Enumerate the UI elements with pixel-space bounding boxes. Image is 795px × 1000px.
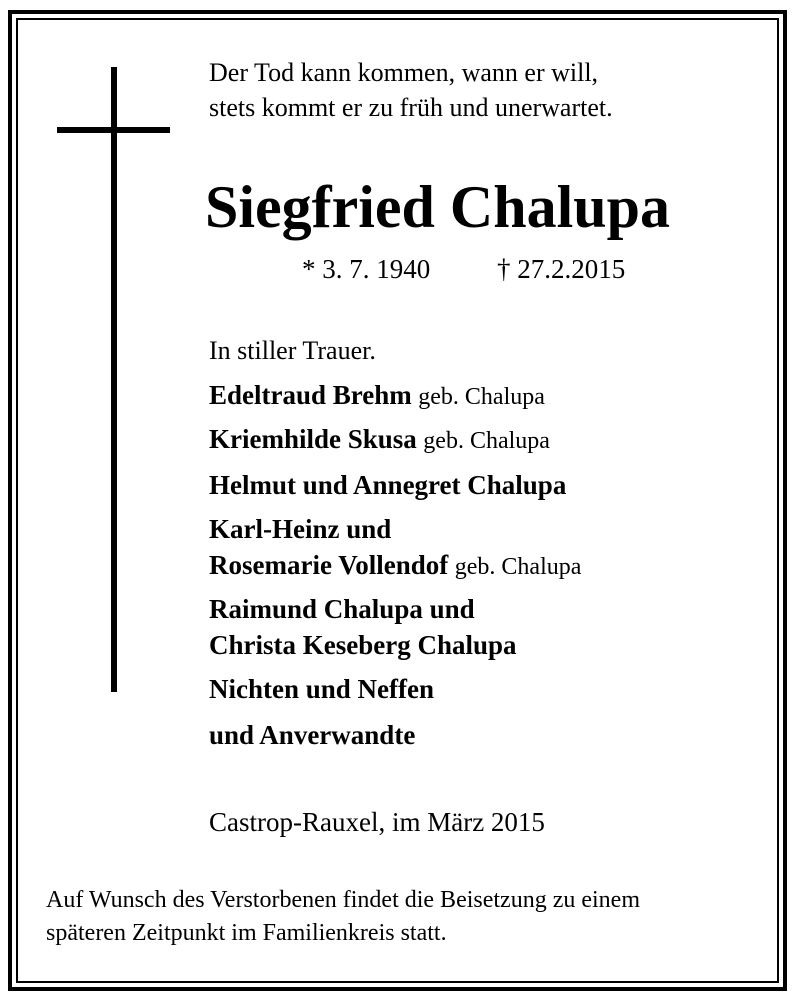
mourner-maiden-note: geb. Chalupa — [423, 428, 550, 454]
mourner-name: Edeltraud Brehm — [209, 380, 412, 410]
burial-note-line-1: Auf Wunsch des Verstorbenen findet die Beisetzung zu einem — [46, 887, 640, 913]
mourner-maiden-note: geb. Chalupa — [454, 554, 582, 580]
mourner-line — [209, 424, 550, 455]
mourner-name: Kriemhilde Skusa — [209, 424, 417, 454]
mourner-line: und Anverwandte — [209, 720, 416, 750]
mourner-line: Nichten und Neffen — [209, 674, 435, 704]
mourner-maiden-note: geb. Chalupa — [418, 384, 545, 410]
mourner-name: Rosemarie Vollendof — [209, 550, 449, 580]
mourners-intro: In stiller Trauer. — [209, 336, 376, 365]
burial-note — [46, 884, 640, 950]
motto-line-2: stets kommt er zu früh und unerwartet. — [209, 93, 613, 122]
birth-date: * 3. 7. 1940 — [302, 254, 431, 284]
mourner-line: Raimund Chalupa und — [209, 594, 475, 624]
deceased-name: Siegfried Chalupa — [204, 174, 671, 240]
cross-horizontal-bar — [57, 127, 170, 133]
mourner-line: Helmut und Annegret Chalupa — [209, 470, 567, 500]
mourner-line: Christa Keseberg Chalupa — [209, 630, 517, 660]
death-date: † 27.2.2015 — [497, 254, 626, 284]
burial-note-line-2: späteren Zeitpunkt im Familienkreis statt. — [46, 920, 447, 946]
cross-vertical-bar — [111, 67, 117, 692]
mourner-line — [209, 550, 581, 581]
mourner-line: Karl-Heinz und — [209, 514, 392, 544]
motto — [209, 55, 613, 125]
place-and-date: Castrop-Rauxel, im März 2015 — [209, 807, 545, 837]
mourner-line — [209, 380, 545, 411]
motto-line-1: Der Tod kann kommen, wann er will, — [209, 58, 599, 87]
